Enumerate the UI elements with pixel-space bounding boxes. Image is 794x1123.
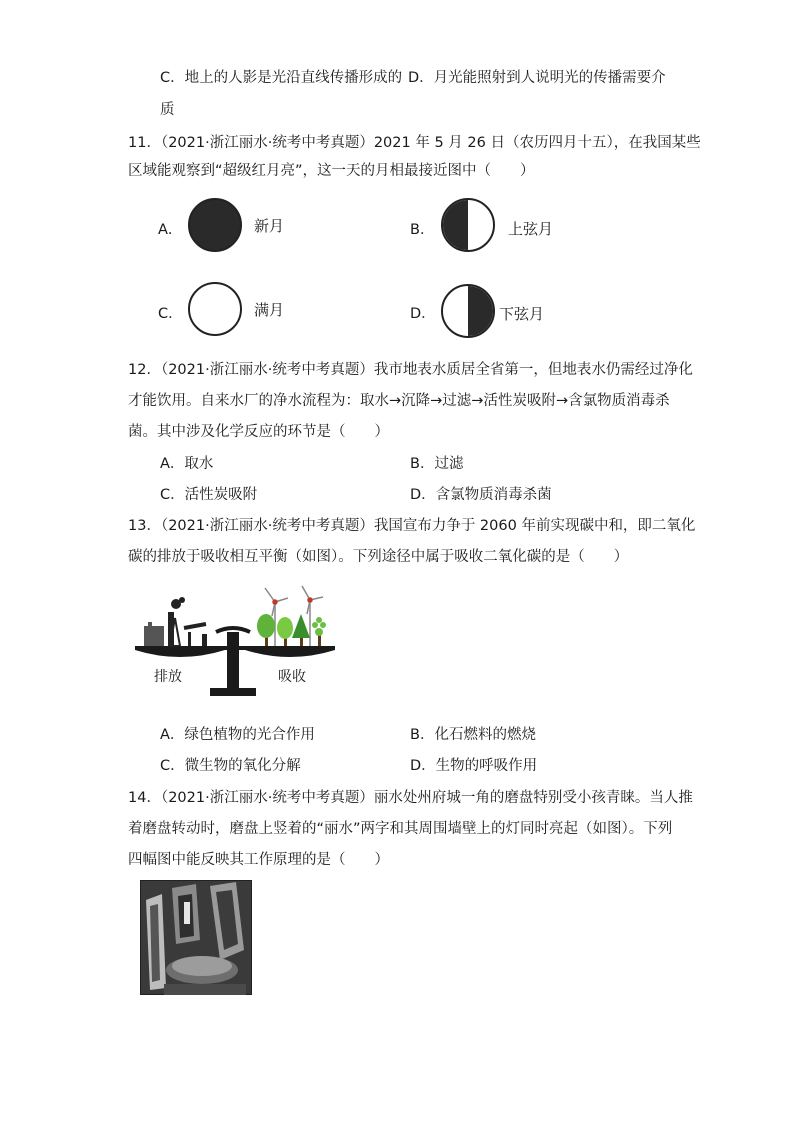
tree-icon: [257, 614, 326, 646]
q11-option-a-letter: A．: [158, 222, 183, 238]
left-pan-icon: [135, 650, 225, 657]
q14-stem-line2: 着磨盘转动时，磨盘上竖着的“丽水”两字和其周围墙壁上的灯同时亮起（如图）。下列: [128, 821, 673, 837]
q14-stem-line3: 四幅图中能反映其工作原理的是（ ）: [128, 852, 389, 868]
q12-stem-line3: 菌。其中涉及化学反应的环节是（ ）: [128, 424, 389, 440]
q13-option-d: D．生物的呼吸作用: [410, 758, 538, 774]
q11-option-d-caption: 下弦月: [499, 305, 545, 323]
q11-option-c-caption: 满月: [254, 301, 285, 319]
last-quarter-moon-icon: [441, 284, 495, 338]
first-quarter-moon-icon: [441, 198, 495, 252]
millstone-photo: [140, 880, 252, 995]
q10-option-d-cont: 质: [160, 102, 175, 118]
q11-option-a-caption: 新月: [254, 217, 285, 235]
q10-option-c: C．地上的人影是光沿直线传播形成的: [160, 70, 403, 86]
q11-stem-line2: 区域能观察到“超级红月亮”，这一天的月相最接近图中（ ）: [128, 163, 535, 179]
q13-stem-line2: 碳的排放于吸收相互平衡（如图）。下列途径中属于吸收二氧化碳的是（ ）: [128, 549, 629, 565]
q14-stem-line1: 14．（2021·浙江丽水·统考中考真题）丽水处州府城一角的磨盘特别受小孩青睐。当人推: [128, 790, 693, 806]
q13-option-a: A．绿色植物的光合作用: [160, 727, 315, 743]
q12-stem-line1: 12．（2021·浙江丽水·统考中考真题）我市地表水质居全省第一，但地表水仍需经过净化: [128, 362, 693, 378]
new-moon-icon: [188, 198, 242, 252]
q11-option-c-letter: C．: [158, 306, 183, 322]
q13-stem-line1: 13．（2021·浙江丽水·统考中考真题）我国宣布力争于 2060 年前实现碳中和，即二氧化: [128, 518, 696, 534]
q11-option-d-letter: D．: [410, 306, 436, 322]
carbon-balance-figure: [130, 580, 340, 705]
oil-pump-icon: [184, 624, 207, 646]
q12-option-a: A．取水: [160, 456, 214, 472]
absorption-label: 吸收: [278, 669, 306, 685]
q10-option-d: D．月光能照射到人说明光的传播需要介: [408, 70, 666, 86]
q11-stem-line1: 11．（2021·浙江丽水·统考中考真题）2021 年 5 月 26 日（农历四月十五），在我国某些: [128, 135, 701, 151]
q11-option-b-caption: 上弦月: [508, 220, 554, 238]
q11-option-b-letter: B．: [410, 222, 435, 238]
q12-option-d: D．含氯物质消毒杀菌: [410, 487, 552, 503]
full-moon-icon: [188, 282, 242, 336]
emission-label: 排放: [154, 669, 182, 685]
q12-stem-line2: 才能饮用。自来水厂的净水流程为：取水→沉降→过滤→活性炭吸附→含氯物质消毒杀: [128, 393, 670, 409]
factory-icon: [144, 597, 185, 646]
q12-option-b: B．过滤: [410, 456, 464, 472]
q13-option-c: C．微生物的氧化分解: [160, 758, 301, 774]
q12-option-c: C．活性炭吸附: [160, 487, 258, 503]
right-pan-icon: [245, 650, 335, 657]
q13-option-b: B．化石燃料的燃烧: [410, 727, 536, 743]
